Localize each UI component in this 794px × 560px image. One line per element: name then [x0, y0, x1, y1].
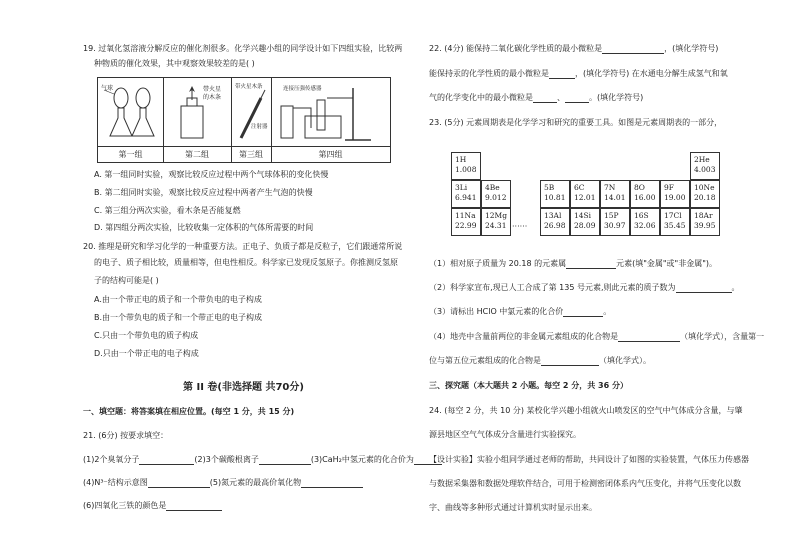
element-cell: 10Ne 20.18: [690, 180, 720, 208]
q23-blank4[interactable]: [618, 332, 680, 342]
q23-blank1[interactable]: [566, 259, 616, 269]
q19-experiment-figure: [97, 77, 391, 163]
q23-p3-text: （3）请标出 HClO 中氯元素的化合价: [429, 307, 564, 316]
fig3-label-a: 带火星木条: [235, 84, 263, 90]
q22-text2b: ，(填化学符号) 在水通电分解生成氢气和氧: [575, 69, 728, 78]
q24-line5: 字、曲线等多种形式通过计算机实时显示出来。: [429, 503, 597, 512]
q21-line2: [83, 477, 363, 488]
q19-option-d: D. 第四组分两次实验，比较收集一定体积的气体所需要的时间: [94, 223, 314, 232]
element-cell: 14Si 28.09: [570, 208, 600, 236]
q23-blank2[interactable]: [676, 283, 732, 293]
q20-option-b: B.由一个带负电的质子和一个带正电的电子构成: [94, 313, 263, 322]
element-cell: 17Cl 35.45: [660, 208, 690, 236]
q24-line3: 【设计实验】实验小组同学通过老师的帮助，共同设计了如图的实验装置，气体压力传感器: [429, 455, 749, 464]
q22-text1b: ，(填化学符号): [664, 44, 719, 53]
q21-item2-label: (2)3个碳酸根离子: [194, 455, 259, 464]
q21-stem: 21. (6分) 按要求填空：: [83, 431, 169, 440]
q23-part3: [429, 306, 611, 317]
group-caption-4: 第四组: [271, 146, 390, 163]
q21-line3: [83, 500, 222, 511]
fig1-label-balloon: 气球: [101, 85, 114, 92]
element-cell: 12Mg 24.31: [481, 208, 511, 236]
q21-blank4[interactable]: [148, 478, 210, 488]
element-cell: 5B 10.81: [540, 180, 570, 208]
q20-stem-line2: 的电子、质子相比较，质量相等，但电性相反。科学家已发现反氢原子。你推测反氢原: [94, 258, 398, 267]
q19-option-b: B. 第二组同时实验，观察比较反应过程中两者产生气泡的快慢: [94, 188, 313, 197]
figure-group2: [163, 78, 232, 146]
q22-text2: 能保持汞的化学性质的最小微粒是: [429, 69, 549, 78]
q21-item1-label: (1)2个臭氧分子: [83, 455, 140, 464]
q19-stem-line1: 19. 过氧化氢溶液分解反应的催化剂很多。化学兴趣小组的同学设计如下四组实验，比较两: [83, 44, 403, 53]
q23-p5b-text: （填化学式）。: [599, 356, 651, 365]
q22-text3: 气的化学变化中的最小微粒是: [429, 93, 533, 102]
q21-item4-label: (4)N³⁻结构示意图: [83, 478, 148, 487]
element-cell: 8O 16.00: [630, 180, 660, 208]
element-cell: 15P 30.97: [600, 208, 630, 236]
element-cell: 4Be 9.012: [481, 180, 511, 208]
q23-part5: [429, 355, 651, 366]
q20-stem-line1: 20. 推理是研究和学习化学的一种重要方法。正电子、负质子都是反粒子，它们跟通常所说: [83, 242, 403, 251]
q24-line2: 源县地区空气气体成分含量进行实验探究。: [429, 430, 581, 439]
section3-heading: 三、探究题（本大题共 2 小题。每空 2 分，共 36 分）: [429, 381, 628, 390]
element-cell: 3Li 6.941: [451, 180, 481, 208]
group-caption-1: 第一组: [98, 146, 164, 163]
q24-line1: 24. (每空 2 分，共 10 分) 某校化学兴趣小组就火山喷发区的空气中气体成分含量，与肇: [429, 406, 743, 415]
fig2-label-a: 带火星: [203, 86, 222, 93]
q21-item5-label: (5)氮元素的最高价氧化物: [209, 478, 302, 487]
q23-blank3[interactable]: [563, 307, 603, 317]
q24-line4: 与数据采集器和数据处理软件结合，可用于检测密闭体系内气压变化，并将气压变化以数: [429, 479, 741, 488]
fig3-label-b: 注射器: [251, 124, 268, 130]
q22-blank1[interactable]: [602, 44, 664, 54]
fig2-label-b: 的木条: [203, 94, 222, 101]
q19-option-c: C. 第三组分两次实验，看木条是否能复燃: [94, 206, 241, 215]
q23-part4: [429, 331, 764, 342]
figure-group1: [98, 78, 164, 146]
q22-blank4[interactable]: [565, 93, 589, 103]
q23-p1-text: （1）相对原子质量为 20.18 的元素属: [429, 259, 567, 268]
element-cell: 6C 12.01: [570, 180, 600, 208]
q20-option-d: D.只由一个带正电的电子构成: [94, 349, 199, 358]
q19-option-a: A. 第一组同时实验，观察比较反应过程中两个气球体积的变化快慢: [94, 170, 329, 179]
q23-stem: 23. (5分) 元素周期表是化学学习和研究的重要工具。如图是元素周期表的一部分，: [429, 118, 723, 127]
q19-stem-line2: 种物质的催化效果，其中观察效果较差的是( ): [94, 59, 255, 68]
element-cell: 13Al 26.98: [540, 208, 570, 236]
q23-p2-text: （2）科学家宣布,现已人工合成了第 135 号元素,则此元素的质子数为: [429, 283, 676, 292]
q23-p4b-text: （填化学式），含量第一: [680, 332, 765, 341]
q23-p1b-text: 元素(填"金属"或"非金属")。: [616, 259, 718, 268]
q22-text3b: 、: [557, 93, 565, 102]
q23-part1: [429, 258, 717, 269]
element-cell: 11Na 22.99: [451, 208, 481, 236]
q20-option-c: C.只由一个带负电的质子构成: [94, 331, 199, 340]
q21-blank6[interactable]: [166, 501, 222, 511]
q22-text1: 22. (4分) 能保持二氧化碳化学性质的最小微粒是: [429, 44, 603, 53]
group-caption-2: 第二组: [163, 146, 232, 163]
q22-text3c: 。(填化学符号): [589, 93, 644, 102]
figure-group4: [271, 78, 390, 146]
q21-blank5[interactable]: [301, 478, 363, 488]
element-cell: 7N 14.01: [600, 180, 630, 208]
group-caption-3: 第三组: [231, 146, 272, 163]
q23-p2b-text: 。: [731, 283, 740, 292]
q21-item3-label: (3)CaH₂中氢元素的化合价为: [310, 455, 414, 464]
section1-heading: 一、填空题：将答案填在相应位置。(每空 1 分，共 15 分): [83, 407, 295, 416]
element-cell: 9F 19.00: [660, 180, 690, 208]
q22-line3: [429, 92, 643, 103]
q20-option-a: A.由一个带正电的质子和一个带负电的电子构成: [94, 295, 262, 304]
q21-line1: [83, 454, 442, 465]
q21-blank2[interactable]: [259, 455, 311, 465]
element-cell: 2He 4.003: [690, 152, 720, 180]
q22-line2: [429, 68, 728, 79]
q21-item6-label: (6)四氧化三铁的颜色是: [83, 501, 167, 510]
q23-p4-text: （4）地壳中含量前两位的非金属元素组成的化合物是: [429, 332, 619, 341]
fig4-label: 连接压强传感器: [283, 86, 322, 92]
q23-p3b-text: 。: [603, 307, 612, 316]
q23-p5-text: 位与第五位元素组成的化合物是: [429, 356, 541, 365]
figure-group3: [231, 78, 272, 146]
element-cell: 1H 1.008: [451, 152, 481, 180]
part2-title: 第 II 卷(非选择题 共70分): [183, 382, 304, 393]
q20-stem-line3: 子的结构可能是( ): [94, 276, 159, 285]
q23-part2: [429, 282, 740, 293]
q22-blank3[interactable]: [533, 93, 557, 103]
q22-line1: [429, 43, 718, 54]
table-ellipsis: ······: [512, 222, 528, 231]
q21-blank1[interactable]: [139, 455, 194, 465]
element-cell: 18Ar 39.95: [690, 208, 720, 236]
q23-blank5[interactable]: [541, 356, 599, 366]
q22-blank2[interactable]: [549, 69, 575, 79]
element-cell: 16S 32.06: [630, 208, 660, 236]
